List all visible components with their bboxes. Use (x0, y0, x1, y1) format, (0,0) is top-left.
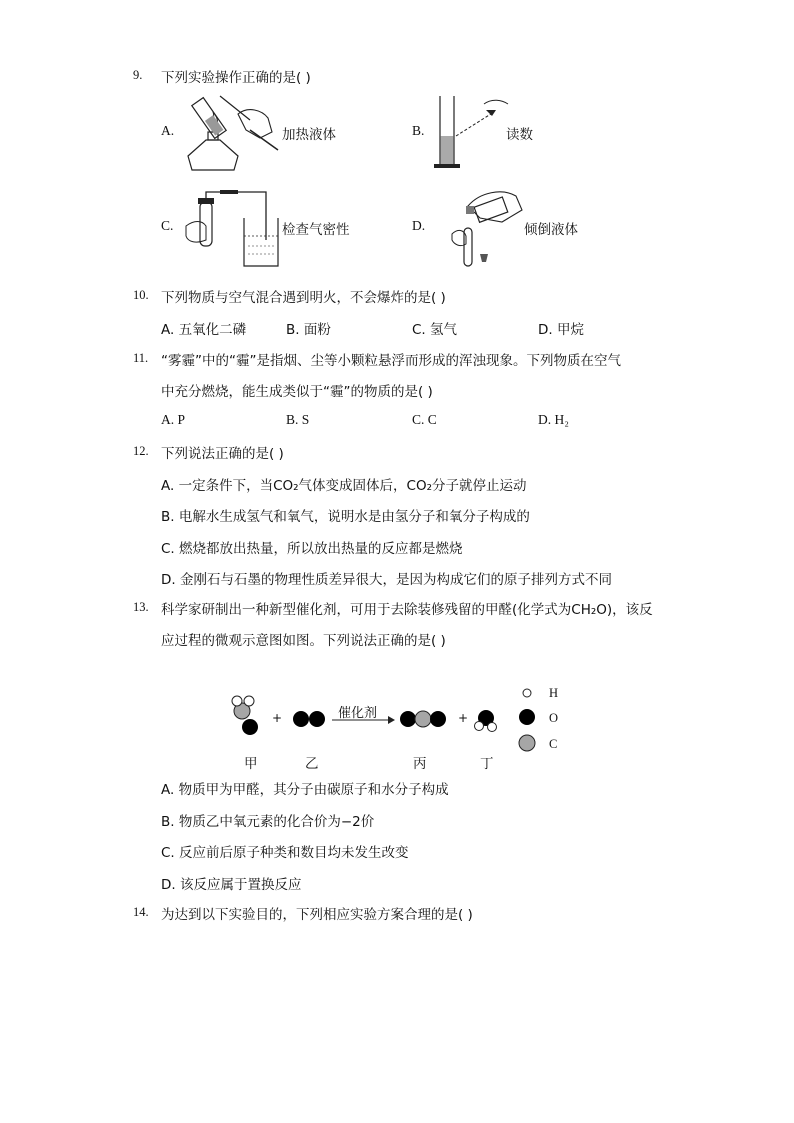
q9-stem: 下列实验操作正确的是( ) (161, 70, 311, 86)
legend-h: H (549, 686, 559, 700)
q10-option-d: D. 甲烷 (538, 322, 584, 338)
q9-option-d-caption: 倾倒液体 (524, 222, 578, 238)
q11-option-b: B. S (286, 412, 310, 427)
q10-option-c: C. 氢气 (412, 322, 458, 338)
label-yi: 乙 (305, 756, 319, 772)
q12-option-b: B. 电解水生成氢气和氧气，说明水是由氢分子和氧分子构成的 (161, 509, 530, 525)
q9-option-b-caption: 读数 (506, 127, 533, 143)
q9-option-a-caption: 加热液体 (282, 127, 336, 143)
legend-o: O (549, 711, 559, 725)
reading-cylinder-illustration (434, 94, 514, 172)
label-bing: 丙 (413, 756, 427, 772)
catalyst-label: 催化剂 (338, 706, 378, 721)
q9-number: 9. (133, 68, 143, 82)
q11-stem-line1: “雾霾”中的“霾”是指烟、尘等小颗粒悬浮而形成的浑浊现象。下列物质在空气 (161, 353, 621, 369)
q11-option-a: A. P (161, 412, 186, 427)
q12-option-a: A. 一定条件下，当CO₂气体变成固体后，CO₂分子就停止运动 (161, 478, 527, 494)
molecule-yi-o2 (293, 711, 325, 727)
label-jia: 甲 (244, 756, 258, 772)
airtightness-check-illustration (184, 190, 280, 270)
q11-option-c: C. C (412, 412, 437, 427)
q12-option-c: C. 燃烧都放出热量，所以放出热量的反应都是燃烧 (161, 541, 463, 557)
molecule-ding-h2o (475, 710, 497, 732)
q12-stem: 下列说法正确的是( ) (161, 446, 284, 462)
q14-stem: 为达到以下实验目的，下列相应实验方案合理的是( ) (161, 907, 473, 923)
q13-option-d: D. 该反应属于置换反应 (161, 877, 302, 893)
q9-option-a-letter: A. (161, 123, 175, 138)
q13-option-c: C. 反应前后原子种类和数目均未发生改变 (161, 845, 409, 861)
plus-sign-1: + (272, 711, 283, 725)
q9-option-c-caption: 检查气密性 (282, 222, 350, 238)
molecule-jia-ch2o (232, 696, 258, 735)
q11-option-d: D. H₂ (538, 412, 569, 427)
q9-option-b-letter: B. (412, 123, 425, 138)
q12-option-d: D. 金刚石与石墨的物理性质差异很大，是因为构成它们的原子排列方式不同 (161, 572, 612, 588)
q10-option-a: A. 五氧化二磷 (161, 322, 247, 338)
q13-option-a: A. 物质甲为甲醛，其分子由碳原子和水分子构成 (161, 782, 449, 798)
q11-number: 11. (133, 351, 149, 365)
q13-stem-line1: 科学家研制出一种新型催化剂，可用于去除装修残留的甲醛(化学式为CH₂O)，该反 (161, 602, 653, 618)
q13-stem-line2: 应过程的微观示意图如图。下列说法正确的是( ) (161, 633, 446, 649)
q14-number: 14. (133, 905, 149, 919)
q12-number: 12. (133, 444, 149, 458)
q10-stem: 下列物质与空气混合遇到明火，不会爆炸的是( ) (161, 290, 446, 306)
label-ding: 丁 (480, 756, 494, 772)
q11-stem-line2: 中充分燃烧，能生成类似于“霾”的物质的是( ) (161, 384, 433, 400)
plus-sign-2: + (458, 711, 469, 725)
legend-c: C (549, 737, 558, 751)
q13-option-b: B. 物质乙中氧元素的化合价为−2价 (161, 814, 375, 830)
q10-number: 10. (133, 288, 149, 302)
q10-option-b: B. 面粉 (286, 322, 331, 338)
pouring-liquid-illustration (450, 182, 530, 272)
molecule-bing-co2 (400, 711, 446, 727)
q13-number: 13. (133, 600, 149, 614)
heating-liquid-illustration (180, 92, 280, 176)
q9-option-d-letter: D. (412, 218, 426, 233)
q9-option-c-letter: C. (161, 218, 174, 233)
